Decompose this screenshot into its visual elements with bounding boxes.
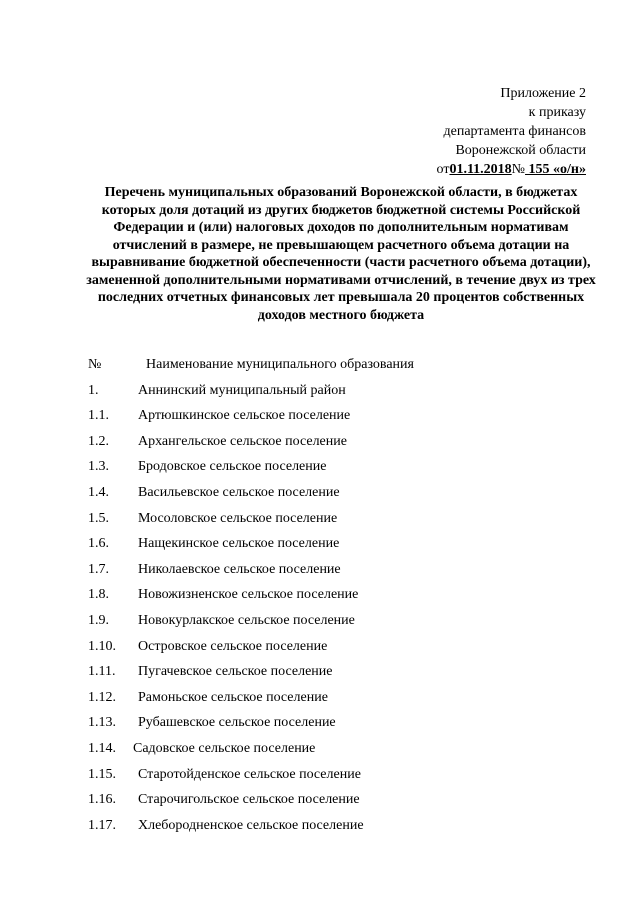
item-name: Хлебородненское сельское поселение bbox=[138, 817, 364, 833]
order-number-sign: № bbox=[511, 162, 526, 177]
item-name: Нащекинское сельское поселение bbox=[138, 536, 340, 552]
item-number: 1.7. bbox=[88, 561, 109, 577]
item-number: 1. bbox=[88, 382, 99, 398]
item-name: Старотойденское сельское поселение bbox=[138, 766, 361, 782]
item-number: 1.8. bbox=[88, 587, 109, 603]
header-number: № bbox=[88, 357, 102, 372]
item-number: 1.5. bbox=[88, 510, 109, 526]
appendix-region: Воронежской области bbox=[455, 143, 586, 158]
item-number: 1.6. bbox=[88, 536, 109, 552]
order-number: 155 «о/н» bbox=[525, 162, 586, 177]
item-number: 1.13. bbox=[88, 715, 116, 731]
item-number: 1.10. bbox=[88, 638, 116, 654]
item-number: 1.3. bbox=[88, 459, 109, 475]
header-name: Наименование муниципального образования bbox=[146, 357, 414, 372]
item-number: 1.17. bbox=[88, 817, 116, 833]
item-number: 1.11. bbox=[88, 664, 116, 680]
item-name: Аннинский муниципальный район bbox=[138, 382, 346, 398]
item-number: 1.9. bbox=[88, 612, 109, 628]
item-number: 1.14. bbox=[88, 740, 116, 756]
item-name: Архангельское сельское поселение bbox=[138, 433, 347, 449]
item-name: Рубашевское сельское поселение bbox=[138, 715, 336, 731]
item-name: Васильевское сельское поселение bbox=[138, 484, 340, 500]
order-prefix: от bbox=[436, 162, 450, 177]
item-name: Островское сельское поселение bbox=[138, 638, 328, 654]
appendix-department: департамента финансов bbox=[443, 124, 586, 139]
item-number: 1.12. bbox=[88, 689, 116, 705]
appendix-to-order: к приказу bbox=[528, 105, 586, 120]
item-number: 1.15. bbox=[88, 766, 116, 782]
item-name: Старочигольское сельское поселение bbox=[138, 792, 360, 808]
item-name: Артюшкинское сельское поселение bbox=[138, 408, 351, 424]
item-name: Николаевское сельское поселение bbox=[138, 561, 341, 577]
item-name: Пугачевское сельское поселение bbox=[138, 664, 333, 680]
item-name: Новокурлакское сельское поселение bbox=[138, 612, 355, 628]
item-name: Новожизненское сельское поселение bbox=[138, 587, 359, 603]
document-title: Перечень муниципальных образований Воронежской области, в бюджетах которых доля дотаций из других бюджетов бюджетной системы Российской Федерации и (или) налоговых доходов по дополнительным нормативам отчислений в размере, не превышающем расчетного объема дотации на выравнивание бюджетной обеспеченности (части расчетного объема дотации), замененной дополнительными нормативами отчислений, в течение двух из трех последних отчетных финансовых лет превышала 20 процентов собственных доходов местного бюджета bbox=[86, 185, 596, 323]
appendix-header bbox=[437, 84, 587, 179]
item-name: Садовское сельское поселение bbox=[133, 740, 316, 756]
item-name: Бродовское сельское поселение bbox=[138, 459, 327, 475]
item-number: 1.2. bbox=[88, 433, 109, 449]
item-name: Рамоньское сельское поселение bbox=[138, 689, 328, 705]
item-number: 1.1. bbox=[88, 408, 109, 424]
order-date: 01.11.2018 bbox=[449, 162, 512, 177]
item-name: Мосоловское сельское поселение bbox=[138, 510, 338, 526]
item-number: 1.16. bbox=[88, 792, 116, 808]
appendix-title: Приложение 2 bbox=[500, 86, 586, 101]
item-number: 1.4. bbox=[88, 484, 109, 500]
order-reference bbox=[437, 160, 587, 179]
